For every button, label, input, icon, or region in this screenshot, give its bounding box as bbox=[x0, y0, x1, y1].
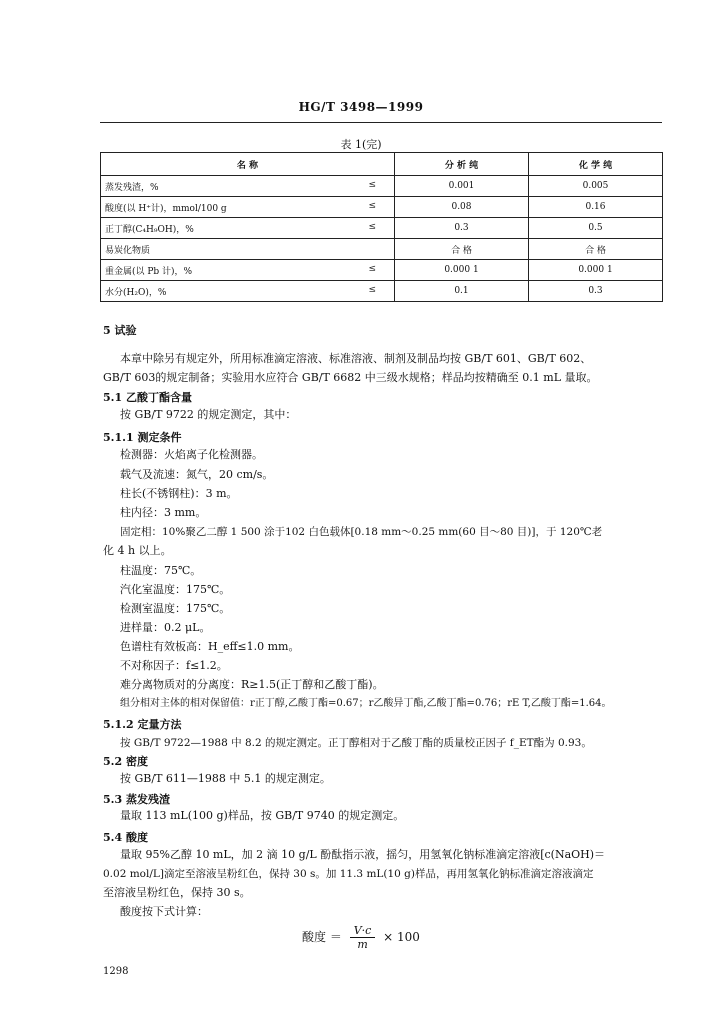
row-cp: 合 格 bbox=[529, 239, 663, 260]
section-5-1-1-title: 5.1.1 测定条件 bbox=[103, 431, 182, 444]
table-row bbox=[101, 218, 663, 239]
table-caption: 表 1(完) bbox=[340, 138, 382, 151]
table-row bbox=[101, 176, 663, 197]
condition-item: 检测器：火焰离子化检测器。 bbox=[120, 448, 263, 461]
row-name-cell bbox=[101, 218, 395, 239]
condition-item: 柱温度：75℃。 bbox=[120, 564, 202, 577]
row-ar: 0.1 bbox=[395, 281, 529, 302]
row-cp: 0.005 bbox=[529, 176, 663, 197]
row-ar: 0.001 bbox=[395, 176, 529, 197]
page-number: 1298 bbox=[103, 966, 129, 977]
section-5-4-line1: 量取 95%乙醇 10 mL，加 2 滴 10 g/L 酚酞指示液，摇匀，用氢氧化钠标准滴定溶液[c(NaOH)＝ bbox=[120, 848, 606, 861]
section-5-1-title: 5.1 乙酸丁酯含量 bbox=[103, 391, 192, 404]
section-5-1-2-text: 按 GB/T 9722—1988 中 8.2 的规定测定。正丁醇相对于乙酸丁酯的质量校正因子 f_ET酯为 0.93。 bbox=[120, 737, 592, 749]
section-5-3-title: 5.3 蒸发残渣 bbox=[103, 793, 170, 806]
condition-item: 固定相：10%聚乙二醇 1 500 涂于102 白色载体[0.18 mm～0.25 mm(60 目～80 目)]，于 120℃老 bbox=[120, 526, 603, 538]
formula-fraction bbox=[350, 924, 376, 951]
row-cp: 0.16 bbox=[529, 197, 663, 218]
row-name: 正丁醇(C₄H₉OH)，% bbox=[105, 224, 194, 235]
section-5-intro-line2: GB/T 603的规定制备；实验用水应符合 GB/T 6682 中三级水规格；样品均按精确至 0.1 mL 量取。 bbox=[103, 371, 598, 384]
condition-item: 不对称因子：f≤1.2。 bbox=[120, 659, 228, 672]
formula-denominator: m bbox=[357, 938, 368, 951]
header-name: 名 称 bbox=[101, 153, 395, 176]
condition-item: 柱内径：3 mm。 bbox=[120, 506, 207, 519]
table-row bbox=[101, 197, 663, 218]
section-5-title: 5 试验 bbox=[103, 324, 137, 337]
specification-table bbox=[100, 152, 663, 302]
row-name-cell bbox=[101, 281, 395, 302]
section-5-3-text: 量取 113 mL(100 g)样品，按 GB/T 9740 的规定测定。 bbox=[120, 809, 405, 822]
standard-header: HG/T 3498—1999 bbox=[298, 100, 424, 114]
condition-item: 检测室温度：175℃。 bbox=[120, 602, 231, 615]
row-name: 蒸发残渣，% bbox=[105, 182, 159, 193]
section-5-intro-line1: 本章中除另有规定外，所用标准滴定溶液、标准溶液、制剂及制品均按 GB/T 601、GB/T 602、 bbox=[120, 352, 592, 365]
row-name: 易炭化物质 bbox=[105, 245, 151, 256]
table-row bbox=[101, 239, 663, 260]
table-row bbox=[101, 260, 663, 281]
section-5-4-calc: 酸度按下式计算： bbox=[120, 905, 208, 918]
condition-item: 柱长(不锈钢柱)：3 m。 bbox=[120, 487, 238, 500]
acidity-formula bbox=[0, 924, 722, 951]
row-op: ≤ bbox=[368, 263, 376, 274]
header-rule bbox=[100, 122, 662, 123]
row-name-cell bbox=[101, 239, 395, 260]
row-op: ≤ bbox=[368, 221, 376, 232]
table-row bbox=[101, 281, 663, 302]
header-cp: 化 学 纯 bbox=[529, 153, 663, 176]
row-ar: 0.08 bbox=[395, 197, 529, 218]
row-ar: 0.000 1 bbox=[395, 260, 529, 281]
formula-lhs: 酸度 bbox=[302, 930, 327, 944]
section-5-2-title: 5.2 密度 bbox=[103, 755, 148, 768]
formula-rhs: × 100 bbox=[383, 930, 420, 944]
condition-item: 难分离物质对的分离度：R≥1.5(正丁醇和乙酸丁酯)。 bbox=[120, 678, 384, 691]
section-5-4-title: 5.4 酸度 bbox=[103, 831, 148, 844]
row-name-cell bbox=[101, 176, 395, 197]
row-cp: 0.3 bbox=[529, 281, 663, 302]
section-5-2-text: 按 GB/T 611—1988 中 5.1 的规定测定。 bbox=[120, 772, 331, 785]
section-5-4-line3: 至溶液呈粉红色，保持 30 s。 bbox=[103, 886, 251, 899]
formula-numerator: V·c bbox=[350, 924, 376, 938]
row-ar: 0.3 bbox=[395, 218, 529, 239]
row-cp: 0.5 bbox=[529, 218, 663, 239]
section-5-1-text: 按 GB/T 9722 的规定测定，其中： bbox=[120, 408, 297, 421]
row-name: 重金属(以 Pb 计)，% bbox=[105, 266, 193, 277]
condition-item: 汽化室温度：175℃。 bbox=[120, 583, 231, 596]
row-name-cell bbox=[101, 260, 395, 281]
condition-item: 化 4 h 以上。 bbox=[103, 544, 172, 557]
header-ar: 分 析 纯 bbox=[395, 153, 529, 176]
row-op: ≤ bbox=[368, 179, 376, 190]
condition-item: 进样量：0.2 μL。 bbox=[120, 621, 211, 634]
row-name-cell bbox=[101, 197, 395, 218]
condition-item: 色谱柱有效板高：H_eff≤1.0 mm。 bbox=[120, 640, 300, 653]
row-cp: 0.000 1 bbox=[529, 260, 663, 281]
row-name: 水分(H₂O)，% bbox=[105, 287, 167, 298]
table-header-row bbox=[101, 153, 663, 176]
row-op: ≤ bbox=[368, 200, 376, 211]
condition-item: 载气及流速：氮气，20 cm/s。 bbox=[120, 468, 274, 481]
condition-item: 组分相对主体的相对保留值：r正丁醇,乙酸丁酯=0.67；r乙酸异丁酯,乙酸丁酯=0.76；rE T,乙酸丁酯=1.64。 bbox=[120, 698, 612, 709]
formula-equals: ＝ bbox=[329, 930, 342, 944]
row-name: 酸度(以 H⁺计)，mmol/100 g bbox=[105, 203, 227, 214]
section-5-1-2-title: 5.1.2 定量方法 bbox=[103, 718, 182, 731]
row-ar: 合 格 bbox=[395, 239, 529, 260]
row-op: ≤ bbox=[368, 284, 376, 295]
section-5-4-line2: 0.02 mol/L]滴定至溶液呈粉红色，保持 30 s。加 11.3 mL(10 g)样品，再用氢氧化钠标准滴定溶液滴定 bbox=[103, 868, 594, 880]
